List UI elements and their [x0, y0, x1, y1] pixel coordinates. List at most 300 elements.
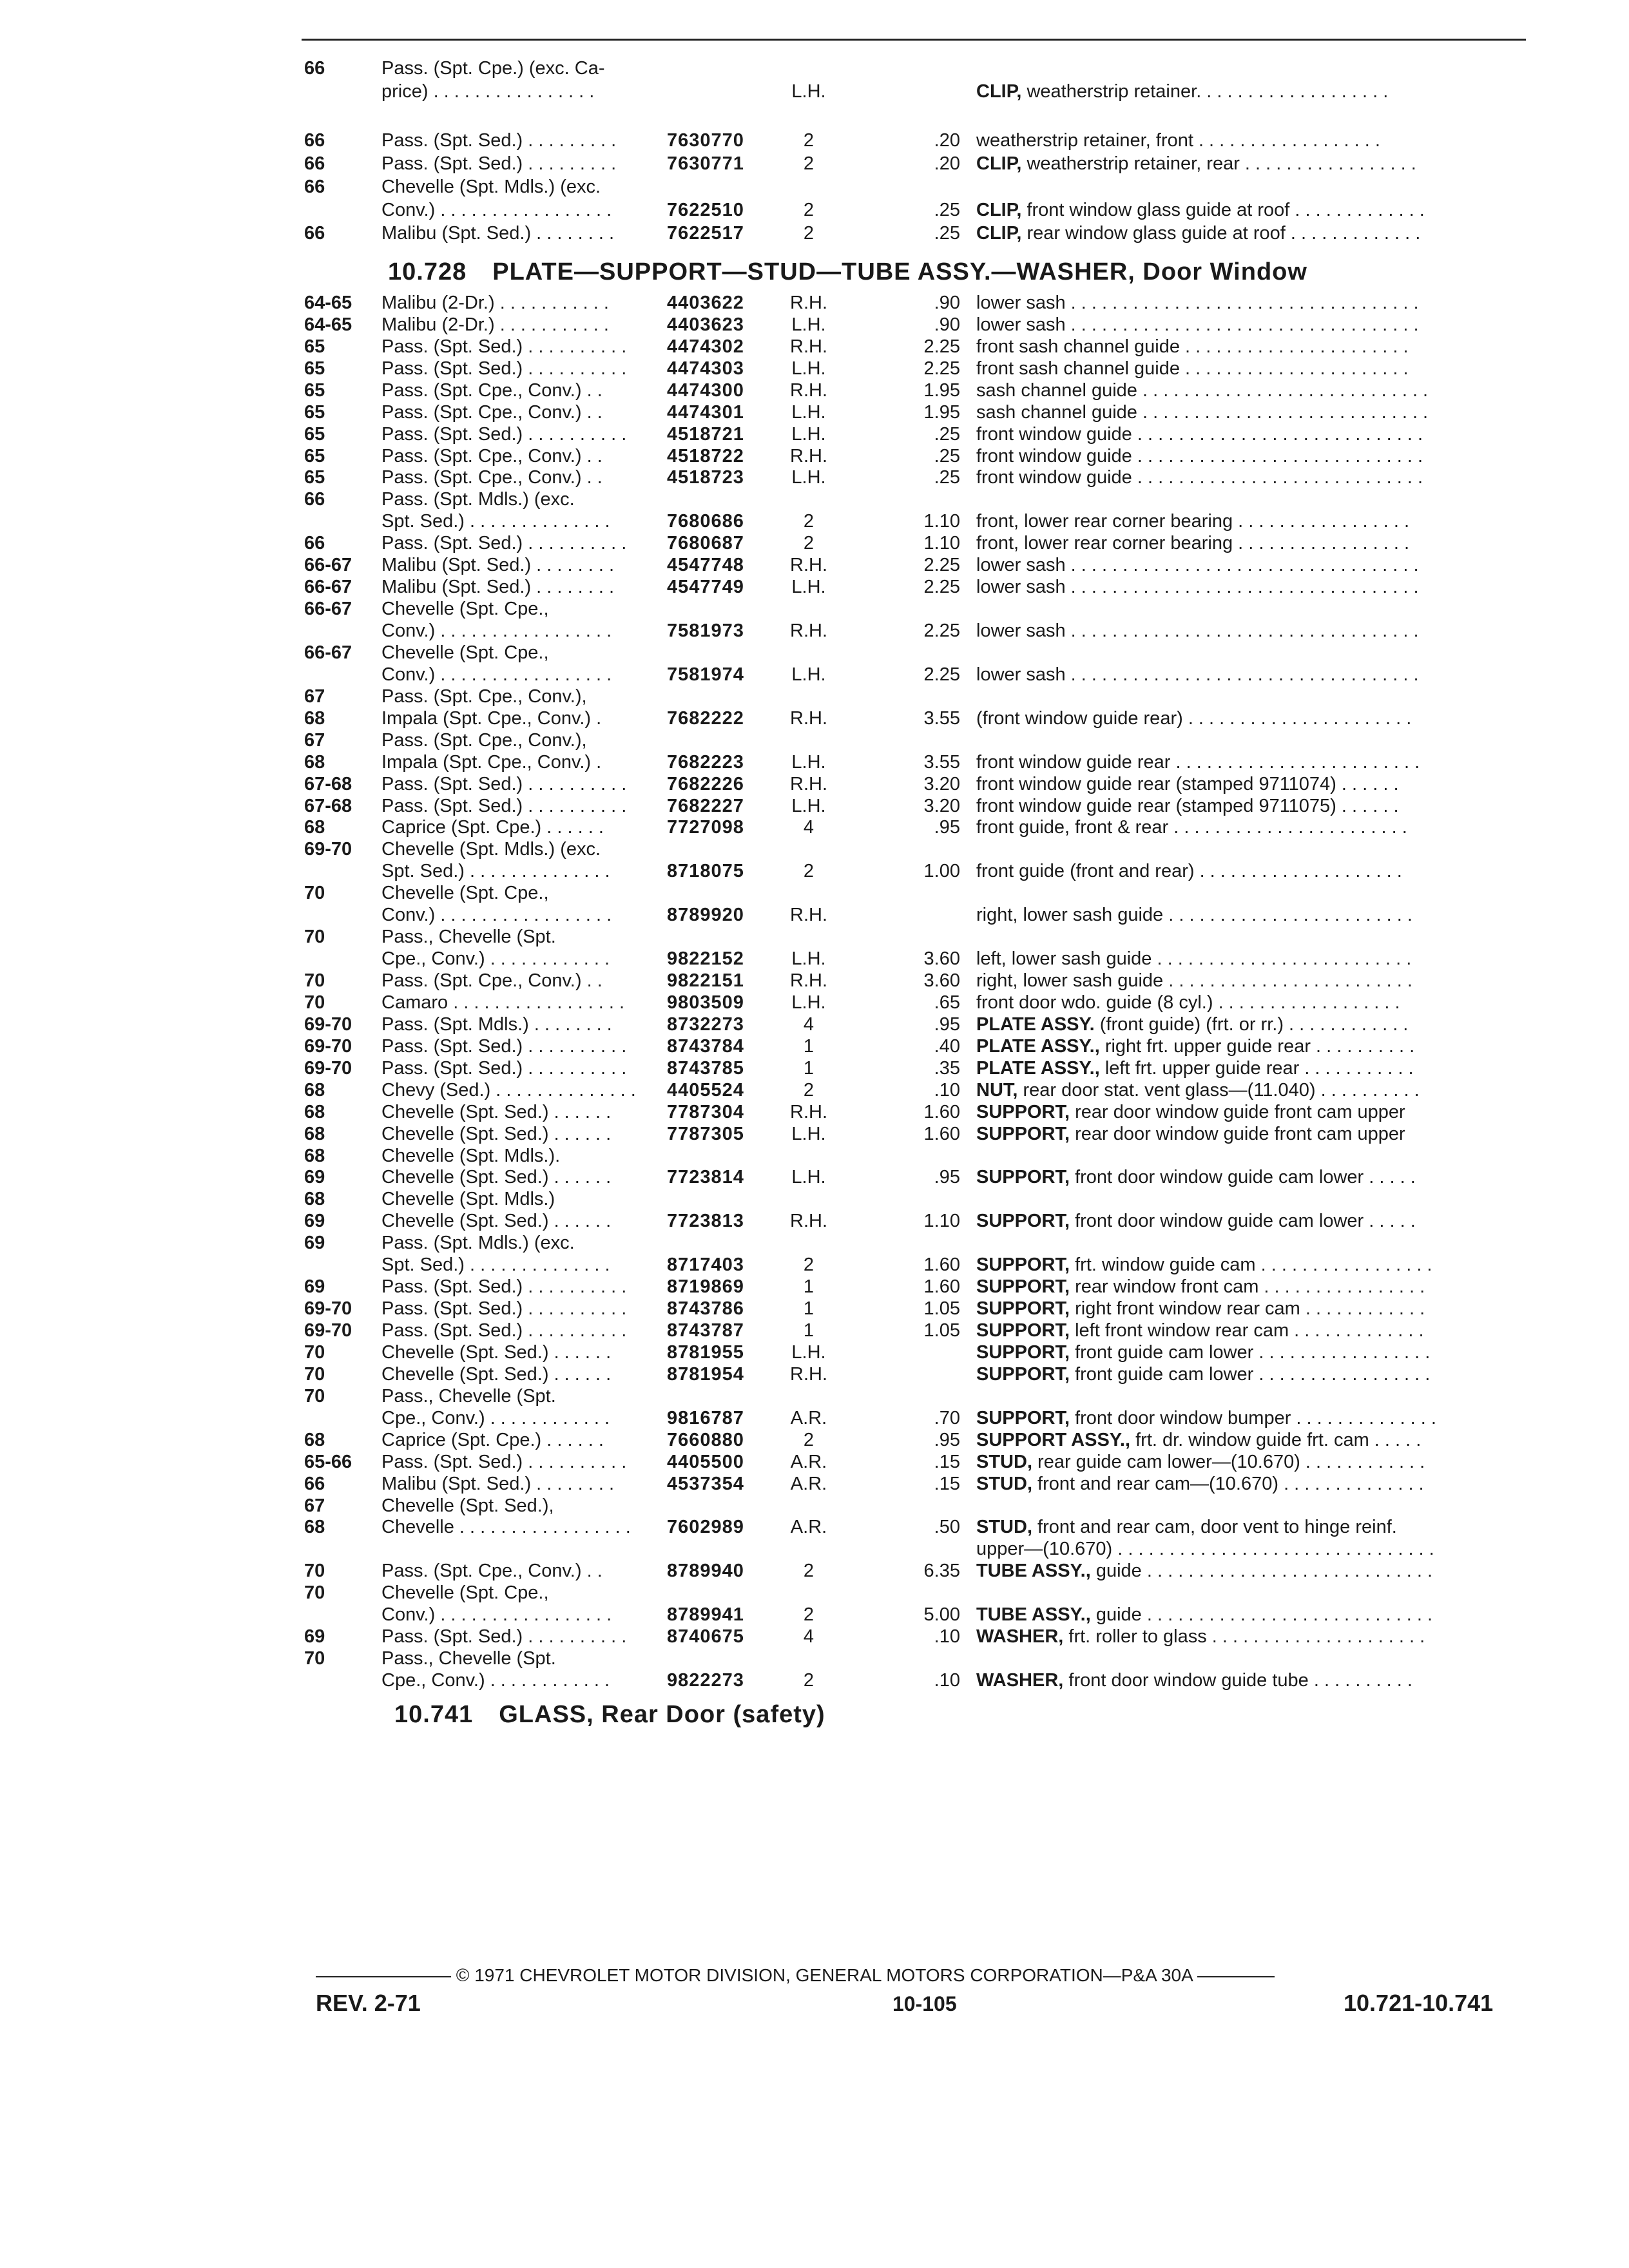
description-text: lower sash . . . . . . . . . . . . . . . . . . . . . . . . . . . . . . . . . .	[976, 577, 1419, 597]
description-lead: STUD,	[976, 1517, 1032, 1537]
quantity-cell: 1	[803, 1036, 815, 1057]
quantity-cell: 4	[803, 817, 815, 838]
description-cell	[976, 751, 1543, 774]
description-text: rear door stat. vent glass—(11.040) . . . . . . . . . .	[1017, 1080, 1420, 1100]
part-number-cell: 4474302	[667, 336, 744, 357]
footer-rule-right	[1197, 1976, 1275, 1977]
quantity-cell: L.H.	[791, 992, 826, 1013]
year-cell: 68	[304, 1102, 325, 1122]
description-cell	[976, 222, 1543, 245]
year-cell: 68	[304, 752, 325, 773]
part-number-cell: 8781955	[667, 1342, 744, 1363]
price-cell: .95	[934, 1014, 960, 1035]
description-text: weatherstrip retainer, front . . . . . . . . . . . . . . . . . .	[976, 130, 1380, 151]
description-lead: PLATE ASSY.,	[976, 1058, 1100, 1079]
description-cell	[976, 1341, 1543, 1364]
quantity-cell: A.R.	[790, 1452, 827, 1472]
table-row	[0, 1341, 1629, 1364]
quantity-cell: L.H.	[791, 948, 826, 969]
table-row	[0, 1057, 1629, 1080]
price-cell: .90	[934, 314, 960, 335]
part-number-cell: 7682222	[667, 708, 744, 729]
quantity-cell: L.H.	[791, 664, 826, 685]
price-cell: 1.10	[923, 533, 960, 553]
year-cell: 66	[304, 177, 325, 197]
model-cell: Chevelle (Spt. Sed.) . . . . . .	[381, 1211, 612, 1231]
table-row	[0, 1407, 1629, 1430]
table-row	[0, 729, 1629, 752]
description-cell	[976, 80, 1543, 103]
year-cell: 69	[304, 1167, 325, 1187]
year-cell: 70	[304, 883, 325, 903]
description-text: front door window guide cam lower . . . . .	[1070, 1211, 1416, 1231]
quantity-cell: L.H.	[791, 1342, 826, 1363]
page-number: 10-105	[892, 1992, 957, 2015]
description-text: guide . . . . . . . . . . . . . . . . . . . . . . . . . . . .	[1090, 1604, 1433, 1625]
description-cell	[976, 1603, 1543, 1626]
quantity-cell: L.H.	[791, 314, 826, 335]
year-cell: 70	[304, 1648, 325, 1669]
part-number-cell: 4474303	[667, 358, 744, 379]
model-cell: Chevy (Sed.) . . . . . . . . . . . . . .	[381, 1080, 636, 1100]
year-cell: 66	[304, 223, 325, 244]
year-cell: 70	[304, 1364, 325, 1385]
year-cell: 66	[304, 489, 325, 510]
description-lead: SUPPORT,	[976, 1298, 1070, 1319]
description-cell	[976, 1669, 1543, 1692]
description-text: (front window guide rear) . . . . . . . . . . . . . . . . . . . . . .	[976, 708, 1412, 729]
part-number-cell: 8781954	[667, 1364, 744, 1385]
description-text: lower sash . . . . . . . . . . . . . . . . . . . . . . . . . . . . . . . . . .	[976, 293, 1419, 313]
quantity-cell: R.H.	[790, 380, 827, 401]
model-cell: Pass. (Spt. Sed.) . . . . . . . . . .	[381, 1058, 627, 1079]
price-cell: .25	[934, 424, 960, 445]
description-lead: CLIP,	[976, 81, 1022, 102]
quantity-cell: 2	[803, 1670, 815, 1691]
model-cell: Pass. (Spt. Sed.) . . . . . . . . .	[381, 153, 617, 174]
model-cell: Pass. (Spt. Sed.) . . . . . . . . . .	[381, 336, 627, 357]
price-cell: 6.35	[923, 1561, 960, 1581]
price-cell: .20	[934, 130, 960, 151]
description-cell	[976, 1253, 1543, 1276]
table-row	[0, 751, 1629, 774]
table-row	[0, 1013, 1629, 1036]
quantity-cell: 1	[803, 1058, 815, 1079]
year-cell: 67-68	[304, 796, 352, 816]
description-lead: TUBE ASSY.,	[976, 1561, 1091, 1581]
table-row	[0, 1275, 1629, 1298]
description-cell	[976, 466, 1543, 489]
model-cell: Pass. (Spt. Cpe., Conv.) . .	[381, 402, 602, 423]
model-cell: Chevelle (Spt. Mdls.)	[381, 1189, 555, 1209]
table-row	[0, 152, 1629, 175]
model-cell: Pass. (Spt. Sed.) . . . . . . . . . .	[381, 424, 627, 445]
year-cell: 68	[304, 1430, 325, 1450]
part-number-cell: 7680686	[667, 511, 744, 532]
year-cell: 66	[304, 130, 325, 151]
part-number-cell: 4547749	[667, 577, 744, 597]
model-cell: Pass. (Spt. Sed.) . . . . . . . . . .	[381, 1276, 627, 1297]
year-cell: 68	[304, 1124, 325, 1144]
price-cell: .10	[934, 1626, 960, 1647]
description-cell	[976, 1472, 1543, 1495]
price-cell: .95	[934, 1167, 960, 1187]
model-cell: Chevelle (Spt. Cpe.,	[381, 883, 549, 903]
quantity-cell: 2	[803, 1430, 815, 1450]
table-row	[0, 1319, 1629, 1342]
year-cell: 66	[304, 533, 325, 553]
model-cell: Chevelle (Spt. Sed.) . . . . . .	[381, 1342, 612, 1363]
model-cell: Pass., Chevelle (Spt.	[381, 1648, 556, 1669]
quantity-cell: 2	[803, 533, 815, 553]
quantity-cell: L.H.	[791, 577, 826, 597]
table-row	[0, 1428, 1629, 1452]
section-heading-10-728	[388, 258, 1307, 286]
model-cell: Caprice (Spt. Cpe.) . . . . . .	[381, 1430, 604, 1450]
part-number-cell: 4403622	[667, 293, 744, 313]
model-cell: Chevelle (Spt. Mdls.) (exc.	[381, 177, 601, 197]
model-cell: Malibu (Spt. Sed.) . . . . . . . .	[381, 223, 615, 244]
description-cell	[976, 707, 1543, 730]
description-cell	[976, 1079, 1543, 1102]
year-cell: 66-67	[304, 577, 352, 597]
description-cell	[976, 129, 1543, 152]
description-cell	[976, 532, 1543, 555]
description-text: front door window bumper . . . . . . . . . . . . . .	[1070, 1408, 1436, 1428]
price-cell: .15	[934, 1474, 960, 1494]
description-text: front, lower rear corner bearing . . . . . . . . . . . . . . . . .	[976, 533, 1410, 553]
description-text: front window guide . . . . . . . . . . . . . . . . . . . . . . . . . . . .	[976, 446, 1423, 466]
price-cell: .95	[934, 817, 960, 838]
price-cell: .10	[934, 1080, 960, 1100]
quantity-cell: L.H.	[791, 402, 826, 423]
year-cell: 65	[304, 358, 325, 379]
description-text: upper—(10.670) . . . . . . . . . . . . . . . . . . . . . . . . . . . . . . .	[976, 1539, 1434, 1559]
model-cell: Chevelle (Spt. Mdls.).	[381, 1146, 561, 1166]
description-text: front window guide rear (stamped 9711074) . . . . . .	[976, 774, 1399, 794]
price-cell: 2.25	[923, 620, 960, 641]
table-row	[0, 1363, 1629, 1386]
quantity-cell: R.H.	[790, 774, 827, 794]
model-cell: Pass. (Spt. Cpe., Conv.) . .	[381, 446, 602, 466]
price-cell: 3.60	[923, 970, 960, 991]
part-number-cell: 9816787	[667, 1408, 744, 1428]
year-cell: 65	[304, 424, 325, 445]
description-lead: SUPPORT,	[976, 1211, 1070, 1231]
quantity-cell: 2	[803, 223, 815, 244]
table-row	[0, 357, 1629, 380]
table-row	[0, 1625, 1629, 1648]
price-cell: 2.25	[923, 358, 960, 379]
model-cell: Spt. Sed.) . . . . . . . . . . . . . .	[381, 861, 610, 881]
year-cell: 66	[304, 153, 325, 174]
description-text: guide . . . . . . . . . . . . . . . . . . . . . . . . . . . .	[1090, 1561, 1433, 1581]
part-number-cell: 4547748	[667, 555, 744, 575]
description-cell	[976, 1428, 1543, 1452]
price-cell: 5.00	[923, 1604, 960, 1625]
quantity-cell: 4	[803, 1014, 815, 1035]
table-row	[0, 488, 1629, 511]
quantity-cell: L.H.	[791, 424, 826, 445]
model-cell: Pass. (Spt. Sed.) . . . . . . . . . .	[381, 774, 627, 794]
year-cell: 68	[304, 708, 325, 729]
table-row	[0, 860, 1629, 883]
description-text: front guide cam lower . . . . . . . . . . . . . . . . .	[1070, 1364, 1431, 1385]
copyright-text: © 1971 CHEVROLET MOTOR DIVISION, GENERAL MOTORS CORPORATION—P&A 30A	[456, 1965, 1193, 1985]
part-number-cell: 4518721	[667, 424, 744, 445]
model-cell: Pass. (Spt. Sed.) . . . . . . . . .	[381, 130, 617, 151]
table-row	[0, 1166, 1629, 1189]
price-cell: .25	[934, 446, 960, 466]
description-lead: SUPPORT,	[976, 1276, 1070, 1297]
description-text: front sash channel guide . . . . . . . . . . . . . . . . . . . . . .	[976, 336, 1409, 357]
description-text: frt. roller to glass . . . . . . . . . . . . . . . . . . . . .	[1063, 1626, 1425, 1647]
description-text: frt. dr. window guide frt. cam . . . . .	[1130, 1430, 1422, 1450]
year-cell: 68	[304, 1146, 325, 1166]
year-cell: 68	[304, 1517, 325, 1537]
model-cell: Spt. Sed.) . . . . . . . . . . . . . .	[381, 1254, 610, 1275]
model-cell: Chevelle (Spt. Sed.) . . . . . .	[381, 1364, 612, 1385]
description-cell	[976, 969, 1543, 992]
price-cell: 1.60	[923, 1124, 960, 1144]
model-cell: Conv.) . . . . . . . . . . . . . . . . .	[381, 200, 612, 220]
year-cell: 65	[304, 467, 325, 488]
description-lead: WASHER,	[976, 1626, 1064, 1647]
table-row	[0, 1515, 1629, 1539]
quantity-cell: R.H.	[790, 708, 827, 729]
description-text: front sash channel guide . . . . . . . . . . . . . . . . . . . . . .	[976, 358, 1409, 379]
table-row	[0, 445, 1629, 468]
year-cell: 68	[304, 1080, 325, 1100]
top-rule	[302, 39, 1526, 41]
table-row	[0, 313, 1629, 336]
part-number-cell: 8743786	[667, 1298, 744, 1319]
year-cell: 65	[304, 336, 325, 357]
description-cell	[976, 510, 1543, 533]
description-text: front door window guide tube . . . . . . . . . .	[1063, 1670, 1412, 1691]
description-text: weatherstrip retainer. . . . . . . . . . . . . . . . . . .	[1021, 81, 1389, 102]
quantity-cell: L.H.	[791, 1124, 826, 1144]
model-cell: Malibu (Spt. Sed.) . . . . . . . .	[381, 1474, 615, 1494]
year-cell: 70	[304, 1561, 325, 1581]
table-row	[0, 291, 1629, 314]
part-number-cell: 8743784	[667, 1036, 744, 1057]
table-row	[0, 1450, 1629, 1474]
price-cell: 2.25	[923, 664, 960, 685]
year-cell: 69-70	[304, 1320, 352, 1341]
table-row	[0, 1537, 1629, 1561]
table-row	[0, 1494, 1629, 1517]
section-range: 10.721-10.741	[1344, 1990, 1494, 2016]
quantity-cell: A.R.	[790, 1408, 827, 1428]
description-text: front door window guide cam lower . . . . .	[1070, 1167, 1416, 1187]
quantity-cell: 1	[803, 1276, 815, 1297]
part-number-cell: 4474301	[667, 402, 744, 423]
year-cell: 66-67	[304, 599, 352, 619]
year-cell: 70	[304, 992, 325, 1013]
description-text: front and rear cam, door vent to hinge reinf.	[1032, 1517, 1397, 1537]
description-lead: STUD,	[976, 1474, 1032, 1494]
description-text: sash channel guide . . . . . . . . . . . . . . . . . . . . . . . . . . . .	[976, 402, 1429, 423]
part-number-cell: 7622517	[667, 223, 744, 244]
description-lead: STUD,	[976, 1452, 1032, 1472]
table-row	[0, 222, 1629, 245]
description-cell	[976, 1319, 1543, 1342]
section-title: GLASS, Rear Door (safety)	[499, 1701, 825, 1728]
description-text: front and rear cam—(10.670) . . . . . . . . . . . . . .	[1032, 1474, 1424, 1494]
table-row	[0, 707, 1629, 730]
description-cell	[976, 1363, 1543, 1386]
table-row	[0, 991, 1629, 1014]
section-heading-10-741	[394, 1701, 825, 1729]
description-cell	[976, 1450, 1543, 1474]
table-row	[0, 969, 1629, 992]
model-cell: Conv.) . . . . . . . . . . . . . . . . .	[381, 664, 612, 685]
description-text: left front window rear cam . . . . . . . . . . . . .	[1070, 1320, 1424, 1341]
description-text: front, lower rear corner bearing . . . . . . . . . . . . . . . . .	[976, 511, 1410, 532]
description-lead: SUPPORT,	[976, 1124, 1070, 1144]
description-lead: SUPPORT,	[976, 1102, 1070, 1122]
description-lead: SUPPORT,	[976, 1254, 1070, 1275]
year-cell: 69	[304, 1211, 325, 1231]
part-number-cell: 7630771	[667, 153, 744, 174]
quantity-cell: A.R.	[790, 1517, 827, 1537]
year-cell: 68	[304, 817, 325, 838]
year-cell: 70	[304, 970, 325, 991]
model-cell: Malibu (2-Dr.) . . . . . . . . . . .	[381, 293, 609, 313]
model-cell: Chevelle (Spt. Cpe.,	[381, 599, 549, 619]
price-cell: .90	[934, 293, 960, 313]
part-number-cell: 7787304	[667, 1102, 744, 1122]
price-cell: 1.60	[923, 1254, 960, 1275]
part-number-cell: 7581973	[667, 620, 744, 641]
model-cell: Pass. (Spt. Sed.) . . . . . . . . . .	[381, 1626, 627, 1647]
quantity-cell: R.H.	[790, 1102, 827, 1122]
model-cell: Pass. (Spt. Sed.) . . . . . . . . . .	[381, 533, 627, 553]
table-row	[0, 816, 1629, 839]
description-cell	[976, 1013, 1543, 1036]
price-cell: .95	[934, 1430, 960, 1450]
table-row	[0, 619, 1629, 642]
table-row	[0, 663, 1629, 686]
description-text: rear door window guide front cam upper	[1070, 1102, 1405, 1122]
part-number-cell: 7682227	[667, 796, 744, 816]
description-text: front window guide rear (stamped 9711075) . . . . . .	[976, 796, 1399, 816]
description-text: frt. window guide cam . . . . . . . . . . . . . . . . .	[1070, 1254, 1432, 1275]
model-cell: Pass. (Spt. Cpe., Conv.) . .	[381, 467, 602, 488]
description-cell	[976, 1275, 1543, 1298]
quantity-cell: L.H.	[791, 358, 826, 379]
copyright-line	[316, 1965, 1540, 1986]
year-cell: 64-65	[304, 314, 352, 335]
quantity-cell: L.H.	[791, 752, 826, 773]
model-cell: Malibu (2-Dr.) . . . . . . . . . . .	[381, 314, 609, 335]
year-cell: 67	[304, 1495, 325, 1516]
table-row	[0, 198, 1629, 222]
year-cell: 69	[304, 1276, 325, 1297]
description-cell	[976, 860, 1543, 883]
description-cell	[976, 794, 1543, 818]
description-text: front guide, front & rear . . . . . . . . . . . . . . . . . . . . . . .	[976, 817, 1407, 838]
table-row	[0, 794, 1629, 818]
part-number-cell: 4537354	[667, 1474, 744, 1494]
description-lead: SUPPORT,	[976, 1408, 1070, 1428]
table-row	[0, 838, 1629, 861]
description-cell	[976, 1209, 1543, 1233]
description-text: right frt. upper guide rear . . . . . . . . . .	[1099, 1036, 1415, 1057]
price-cell: .65	[934, 992, 960, 1013]
quantity-cell: A.R.	[790, 1474, 827, 1494]
quantity-cell: 2	[803, 1604, 815, 1625]
quantity-cell: 1	[803, 1320, 815, 1341]
price-cell: 2.25	[923, 577, 960, 597]
description-lead: PLATE ASSY.	[976, 1014, 1095, 1035]
price-cell: 1.05	[923, 1298, 960, 1319]
model-cell: Pass. (Spt. Sed.) . . . . . . . . . .	[381, 1452, 627, 1472]
model-cell: Malibu (Spt. Sed.) . . . . . . . .	[381, 555, 615, 575]
description-text: sash channel guide . . . . . . . . . . . . . . . . . . . . . . . . . . . .	[976, 380, 1429, 401]
description-text: front window guide . . . . . . . . . . . . . . . . . . . . . . . . . . . .	[976, 467, 1423, 488]
price-cell: 3.55	[923, 752, 960, 773]
description-cell	[976, 1100, 1543, 1124]
model-cell: Chevelle (Spt. Mdls.) (exc.	[381, 839, 601, 860]
table-row	[0, 1231, 1629, 1254]
section-title: PLATE—SUPPORT—STUD—TUBE ASSY.—WASHER, Door Window	[492, 258, 1307, 285]
table-row	[0, 903, 1629, 927]
part-number-cell: 7727098	[667, 817, 744, 838]
price-cell: 1.95	[923, 402, 960, 423]
description-lead: SUPPORT,	[976, 1364, 1070, 1385]
quantity-cell: 2	[803, 511, 815, 532]
model-cell: Chevelle (Spt. Cpe.,	[381, 642, 549, 663]
part-number-cell: 8718075	[667, 861, 744, 881]
description-cell	[976, 401, 1543, 424]
year-cell: 70	[304, 1386, 325, 1407]
table-row	[0, 641, 1629, 664]
part-number-cell: 9822152	[667, 948, 744, 969]
year-cell: 65	[304, 446, 325, 466]
table-row	[0, 1385, 1629, 1408]
part-number-cell: 8789940	[667, 1561, 744, 1581]
description-text: rear guide cam lower—(10.670) . . . . . . . . . . . .	[1032, 1452, 1425, 1472]
quantity-cell: L.H.	[791, 81, 826, 102]
part-number-cell: 4405524	[667, 1080, 744, 1100]
description-lead: CLIP,	[976, 223, 1022, 244]
table-row	[0, 532, 1629, 555]
quantity-cell: 1	[803, 1298, 815, 1319]
part-number-cell: 7682226	[667, 774, 744, 794]
price-cell: 2.25	[923, 336, 960, 357]
year-cell: 67	[304, 686, 325, 707]
model-cell: Camaro . . . . . . . . . . . . . . . . .	[381, 992, 625, 1013]
description-cell	[976, 152, 1543, 175]
model-cell: Chevelle (Spt. Sed.) . . . . . .	[381, 1124, 612, 1144]
quantity-cell: R.H.	[790, 446, 827, 466]
description-text: front guide cam lower . . . . . . . . . . . . . . . . .	[1070, 1342, 1431, 1363]
price-cell: 3.20	[923, 774, 960, 794]
model-cell: Pass. (Spt. Sed.) . . . . . . . . . .	[381, 1320, 627, 1341]
description-cell	[976, 1625, 1543, 1648]
model-cell: Cpe., Conv.) . . . . . . . . . . . .	[381, 1670, 610, 1691]
part-number-cell: 9822273	[667, 1670, 744, 1691]
description-cell	[976, 423, 1543, 446]
price-cell: 3.20	[923, 796, 960, 816]
model-cell: Chevelle (Spt. Sed.) . . . . . .	[381, 1167, 612, 1187]
model-cell: Pass. (Spt. Cpe., Conv.) . .	[381, 1561, 602, 1581]
quantity-cell: R.H.	[790, 555, 827, 575]
price-cell: .35	[934, 1058, 960, 1079]
description-lead: PLATE ASSY.,	[976, 1036, 1100, 1057]
